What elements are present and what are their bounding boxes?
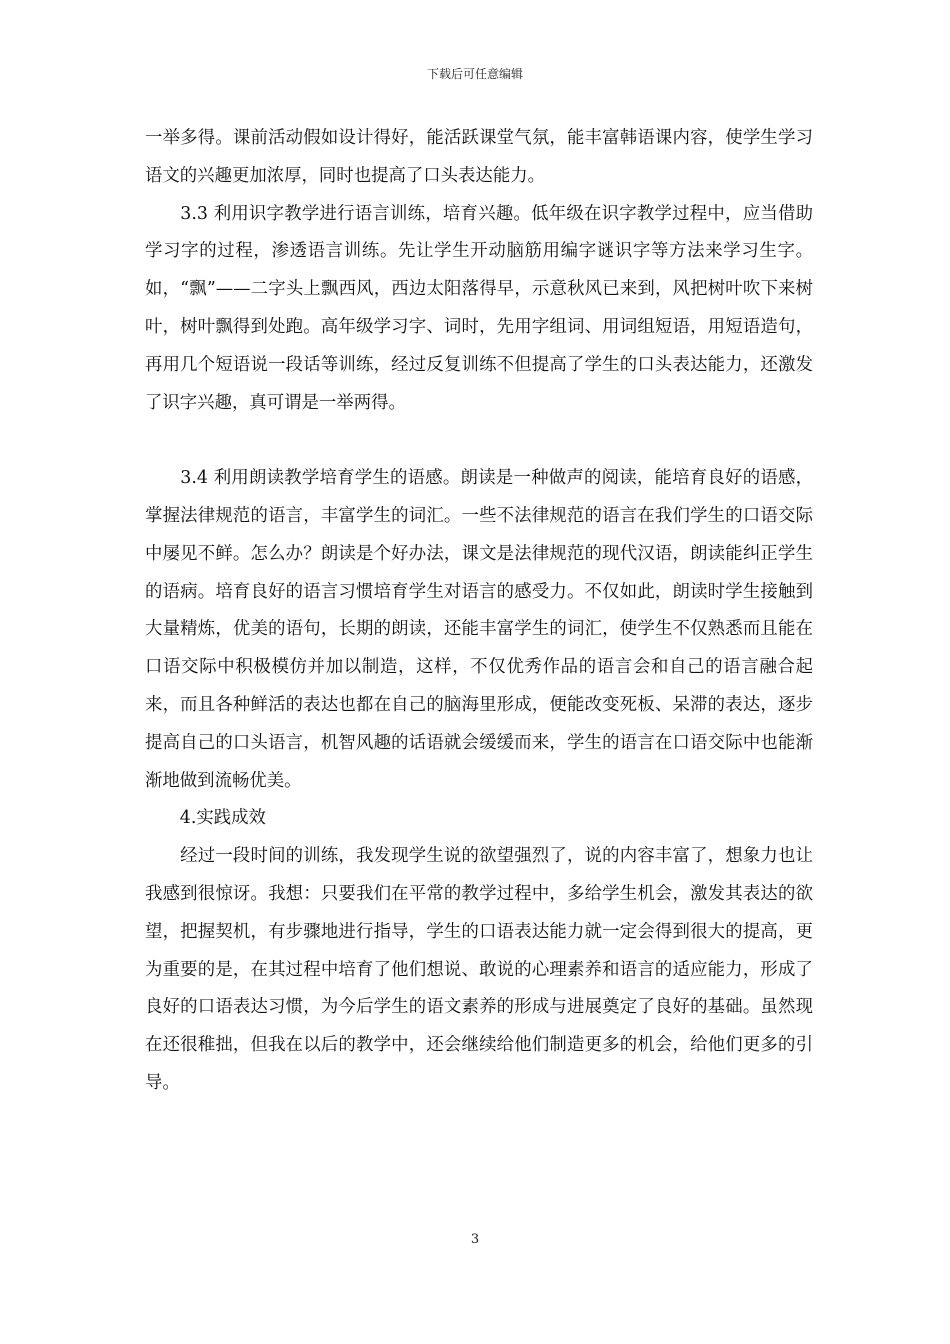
paragraph-section-3-4: 3.4 利用朗读教学培育学生的语感。朗读是一种做声的阅读，能培育良好的语感，掌握法律规范的语言，丰富学生的词汇。一些不法律规范的语言在我们学生的口语交际中屡见不鲜。怎么办？朗读是个好办法，课文是法律规范的现代汉语，朗读能纠正学生的语病。培育良好的语言习惯培育学生对语言的感受力。不仅如此，朗读时学生接触到大量精炼，优美的语句，长期的朗读，还能丰富学生的词汇，使学生不仅熟悉而且能在口语交际中积极模仿并加以制造，这样，不仅优秀作品的语言会和自己的语言融合起来，而且各种鲜活的表达也都在自己的脑海里形成，便能改变死板、呆滞的表达，逐步提高自己的口头语言，机智风趣的话语就会缓缓而来，学生的语言在口语交际中也能渐渐地做到流畅优美。 — [145, 468, 813, 791]
page-header: 下载后可任意编辑 — [426, 67, 523, 81]
section-heading-4: 4.实践成效 — [145, 808, 266, 829]
paragraph-section-4: 经过一段时间的训练，我发现学生说的欲望强烈了，说的内容丰富了，想象力也让我感到很惊讶。我想：只要我们在平常的教学过程中，多给学生机会，激发其表达的欲望，把握契机，有步骤地进行指导，学生的口语表达能力就一定会得到很大的提高，更为重要的是，在其过程中培育了他们想说、敢说的心理素养和语言的适应能力，形成了良好的口语表达习惯，为今后学生的语文素养的形成与进展奠定了良好的基础。虽然现在还很稚拙，但我在以后的教学中，还会继续给他们制造更多的机会，给他们更多的引导。 — [145, 846, 813, 1093]
paragraph-section-3-3: 3.3 利用识字教学进行语言训练，培育兴趣。低年级在识字教学过程中，应当借助学习字的过程，渗透语言训练。先让学生开动脑筋用编字谜识字等方法来学习生字。如，“飘”——二字头上飘西风，西边太阳落得早，示意秋风已来到，风把树叶吹下来树叶，树叶飘得到处跑。高年级学习字、词时，先用字组词、用词组短语，用短语造句，再用几个短语说一段话等训练，经过反复训练不但提高了学生的口头表达能力，还激发了识字兴趣，真可谓是一举两得。 — [145, 203, 813, 413]
page-number: 3 — [470, 1232, 480, 1247]
paragraph-gap — [145, 422, 813, 460]
document-body — [145, 120, 813, 1103]
paragraph-intro-continuation: 一举多得。课前活动假如设计得好，能活跃课堂气氛，能丰富韩语课内容，使学生学习语文的兴趣更加浓厚，同时也提高了口头表达能力。 — [145, 128, 813, 186]
